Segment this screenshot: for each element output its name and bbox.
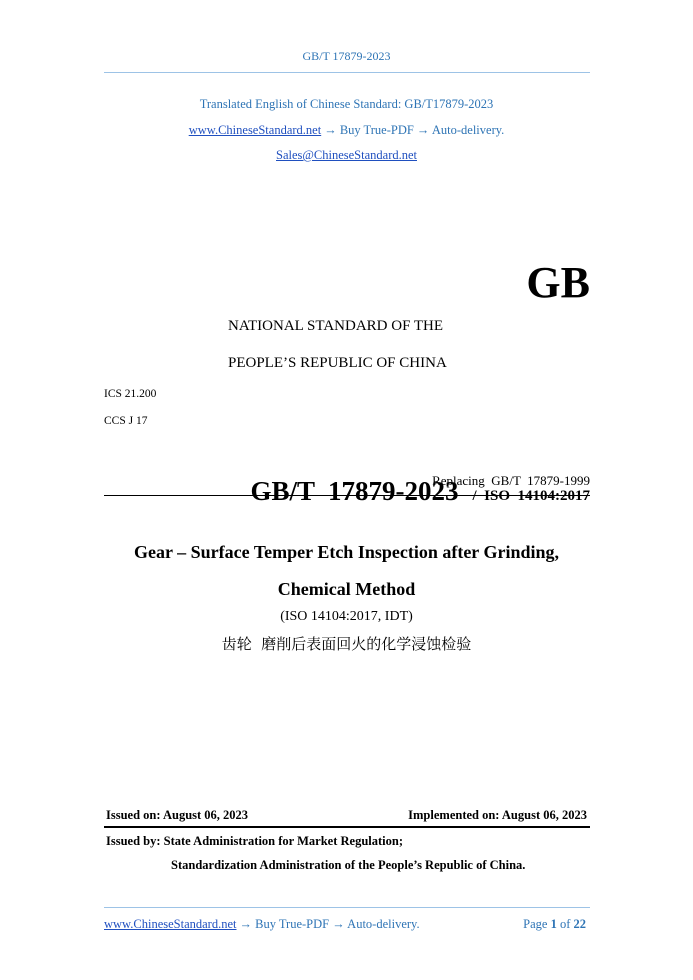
page-label: Page xyxy=(523,917,548,931)
title-rule xyxy=(104,495,590,496)
page-number: 1 xyxy=(550,917,557,931)
iso-reference: / ISO 14104:2017 xyxy=(472,488,590,504)
chinese-title: 齿轮 磨削后表面回火的化学浸蚀检验 xyxy=(221,635,472,653)
header-email-link[interactable]: Sales@ChineseStandard.net xyxy=(276,148,417,162)
header-email-line xyxy=(0,148,693,163)
header-site-link[interactable]: www.ChineseStandard.net xyxy=(188,123,322,137)
issuer-line2: Standardization Administration of the People’s Republic of China. xyxy=(171,858,526,872)
header-purchase-line xyxy=(0,123,693,138)
title-line2: Chemical Method xyxy=(277,579,416,599)
footer-site-link[interactable]: www.ChineseStandard.net xyxy=(104,917,237,931)
header-rule xyxy=(104,72,590,73)
title-line1: Gear – Surface Temper Etch Inspection after Grinding, xyxy=(134,542,559,562)
header-standard-code: GB/T 17879-2023 xyxy=(302,49,391,63)
national-standard-line2: PEOPLE’S REPUBLIC OF CHINA xyxy=(228,355,447,371)
footer-purchase-line xyxy=(104,917,420,932)
footer-rule xyxy=(104,907,590,908)
standard-number: GB/T 17879-2023 xyxy=(250,476,459,506)
iso-idt: (ISO 14104:2017, IDT) xyxy=(280,609,413,624)
replacing-note: Replacing GB/T 17879-1999 xyxy=(432,473,590,488)
gb-mark: GB xyxy=(526,258,590,307)
of-label: of xyxy=(559,917,571,931)
footer-buy-text: → Buy True-PDF → Auto-delivery. xyxy=(239,917,420,931)
dates-rule xyxy=(104,826,590,828)
page-total: 22 xyxy=(573,917,586,931)
implemented-date: Implemented on: August 06, 2023 xyxy=(408,808,587,822)
page-indicator xyxy=(523,917,586,932)
ccs-code: CCS J 17 xyxy=(104,415,148,427)
national-standard-line1: NATIONAL STANDARD OF THE xyxy=(228,318,444,334)
translated-line: Translated English of Chinese Standard: GB/T17879-2023 xyxy=(199,97,494,111)
header-buy-text: → Buy True-PDF → Auto-delivery. xyxy=(324,123,505,137)
ics-code: ICS 21.200 xyxy=(104,388,157,400)
issuer-line1: Issued by: State Administration for Market Regulation; xyxy=(106,834,403,848)
issued-date: Issued on: August 06, 2023 xyxy=(106,808,249,822)
